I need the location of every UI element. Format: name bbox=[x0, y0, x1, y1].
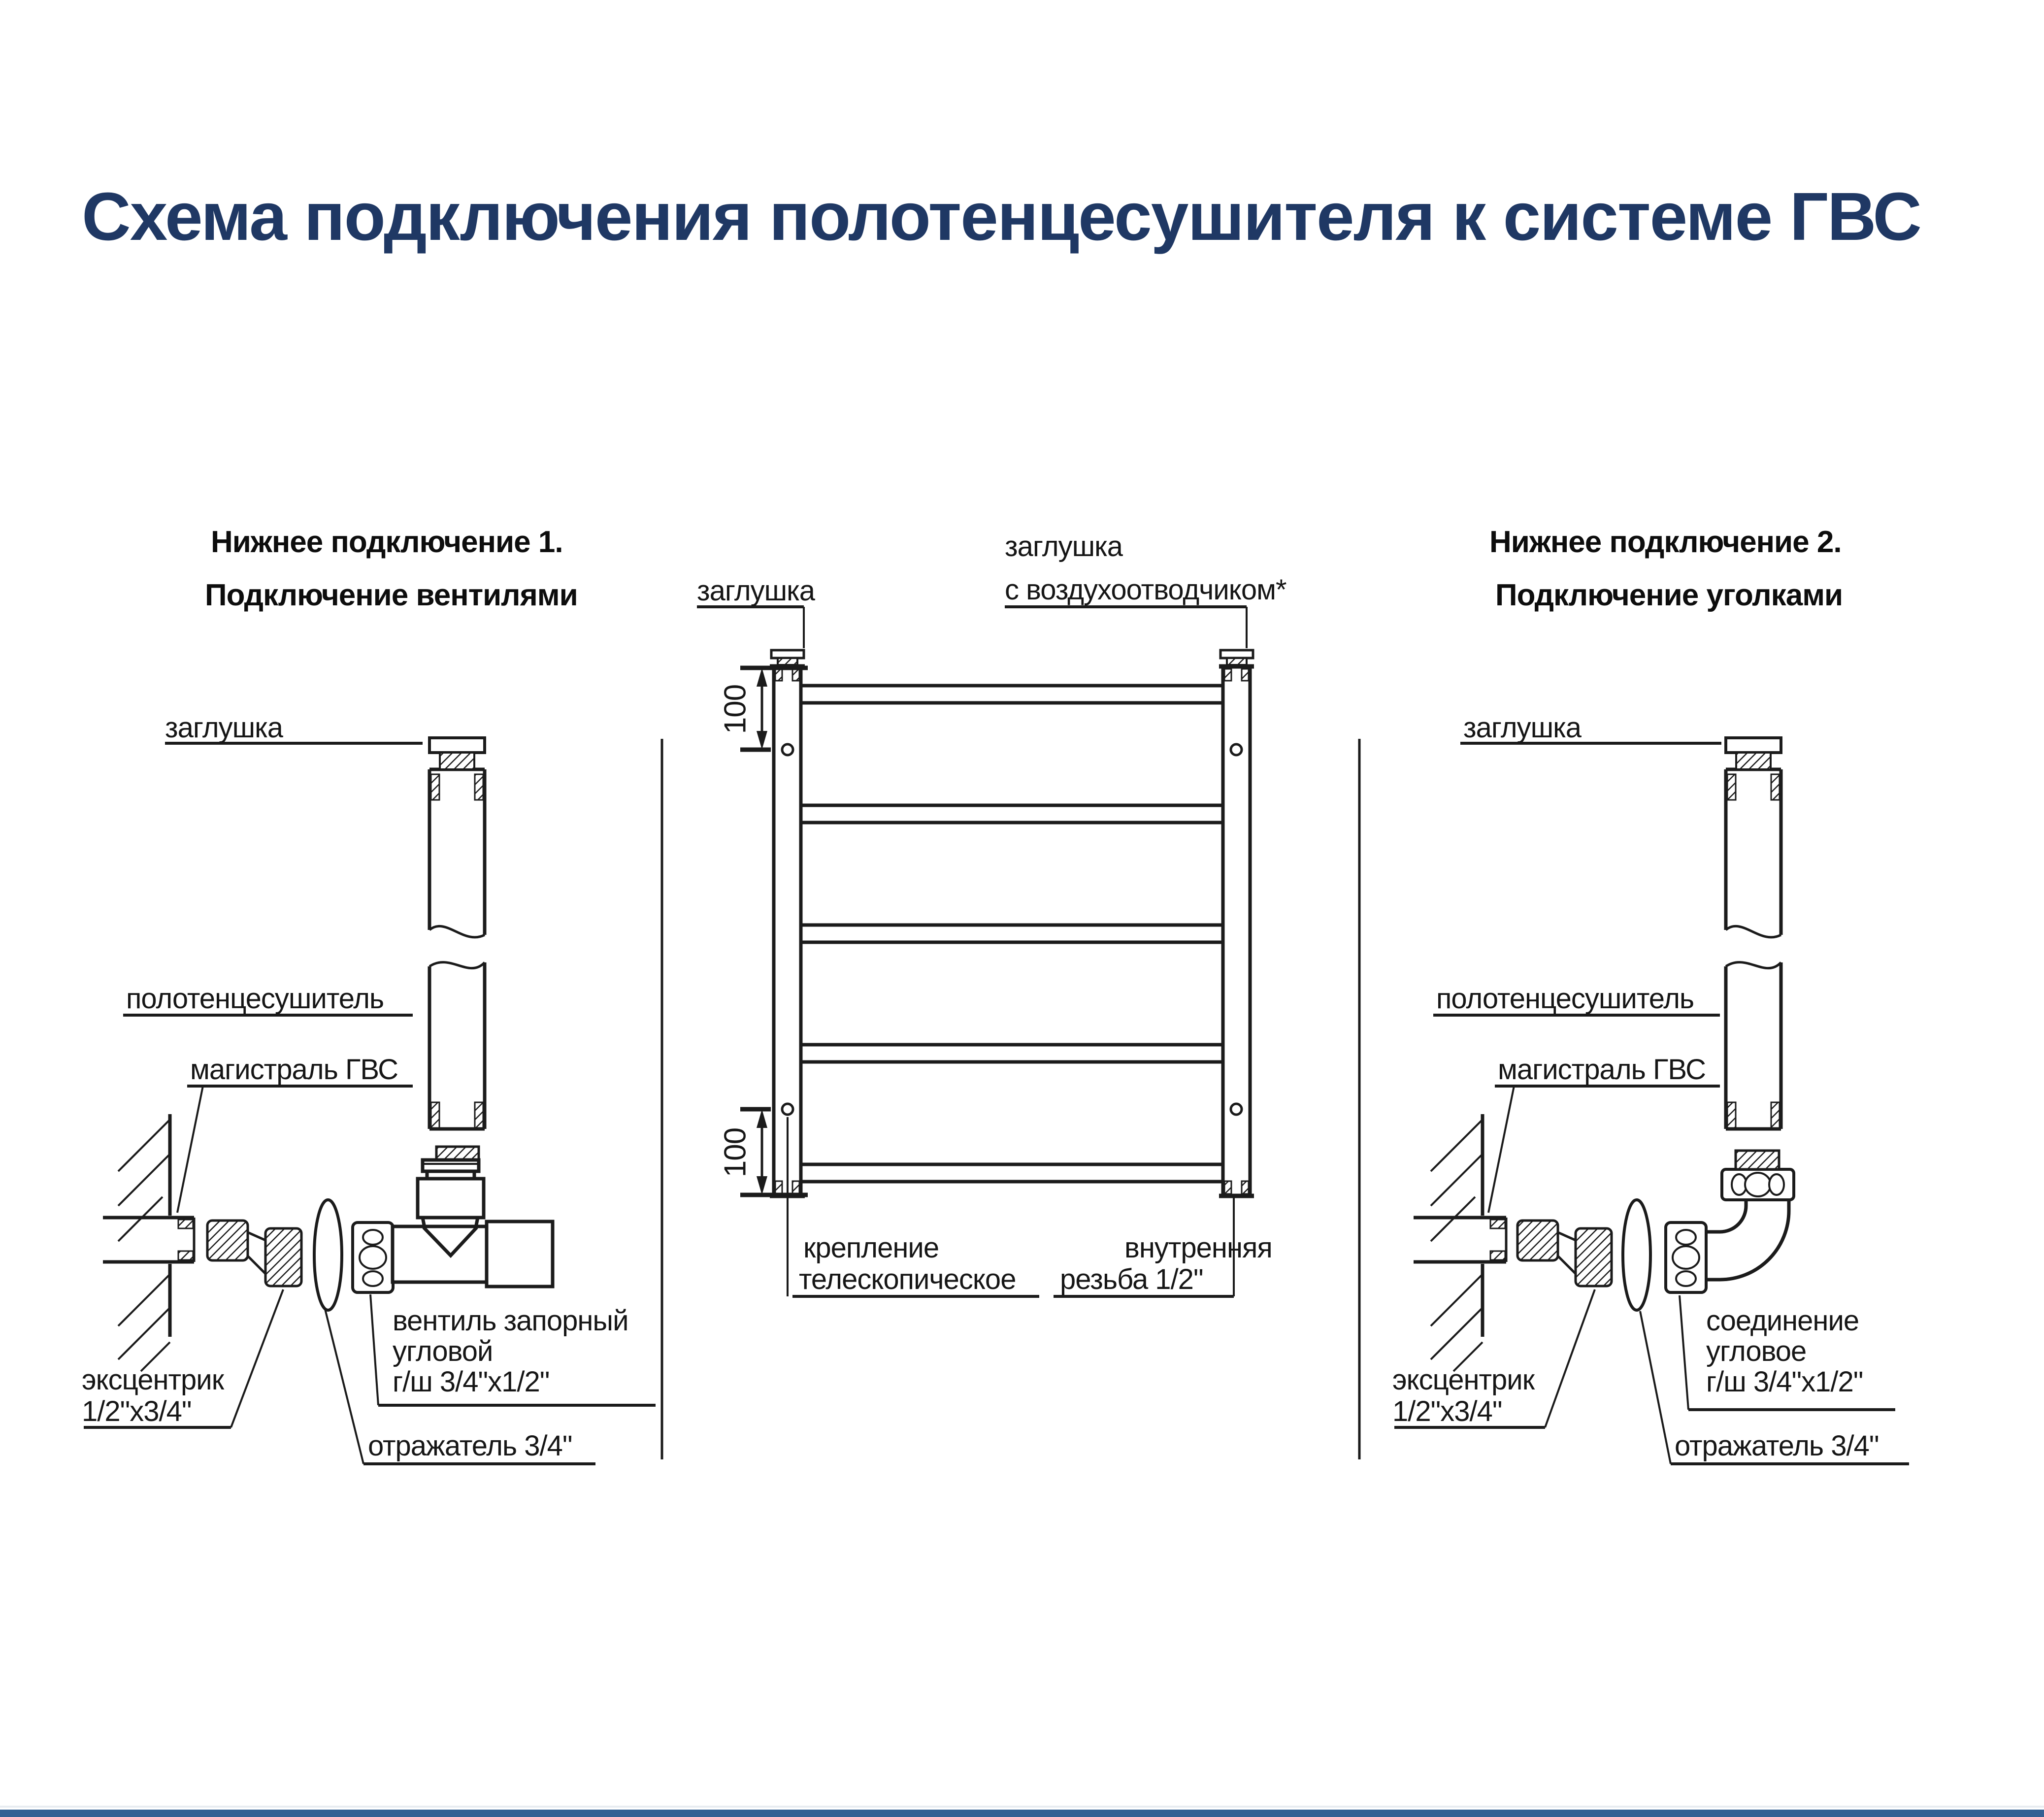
left-eccentric-label-line2: 1/2"x3/4" bbox=[82, 1395, 192, 1427]
right-reflector bbox=[1623, 1200, 1650, 1310]
right-eccentric bbox=[1517, 1221, 1612, 1286]
middle-mount-label-line1: крепление bbox=[803, 1232, 939, 1264]
left-assembly bbox=[84, 738, 656, 1464]
left-union-nut bbox=[353, 1222, 393, 1292]
left-plug-label: заглушка bbox=[165, 712, 283, 744]
left-valve-label-line1: вентиль запорный bbox=[393, 1305, 628, 1337]
right-supply-label: магистраль ГВС bbox=[1498, 1054, 1706, 1086]
left-reflector bbox=[314, 1200, 342, 1310]
left-reflector-label: отражатель 3/4" bbox=[368, 1430, 572, 1462]
left-rail-label: полотенцесушитель bbox=[126, 983, 384, 1015]
left-supply-label: магистраль ГВС bbox=[190, 1054, 398, 1086]
left-supply-pipe bbox=[103, 1218, 194, 1262]
right-heading-line2: Подключение уголками bbox=[1495, 578, 1843, 612]
right-rail-pipe bbox=[1726, 769, 1781, 1129]
middle-plug-air-label-line2: с воздухоотводчиком* bbox=[1005, 574, 1286, 606]
right-assembly bbox=[1394, 738, 1909, 1464]
right-plug bbox=[1726, 738, 1781, 769]
right-elbow bbox=[1706, 1201, 1789, 1280]
right-supply-pipe bbox=[1414, 1218, 1506, 1262]
page-title: Схема подключения полотенцесушителя к системе ГВС bbox=[82, 179, 1921, 255]
right-elbow-label-line2: угловое bbox=[1706, 1335, 1807, 1367]
middle-thread-label-line1: внутренняя bbox=[1124, 1232, 1272, 1264]
right-eccentric-label-line1: эксцентрик bbox=[1392, 1364, 1535, 1396]
left-valve-label-line2: угловой bbox=[393, 1335, 493, 1367]
footer-separator bbox=[0, 1806, 2044, 1808]
footer-bar bbox=[0, 1810, 2044, 1817]
right-union-nut-upper bbox=[1722, 1151, 1794, 1200]
plug-top-right bbox=[1220, 650, 1253, 665]
middle-thread-label-line2: резьба 1/2" bbox=[1060, 1263, 1203, 1295]
right-heading-line1: Нижнее подключение 2. bbox=[1489, 525, 1842, 559]
right-elbow-label-line3: г/ш 3/4"x1/2" bbox=[1706, 1366, 1863, 1398]
left-plug bbox=[429, 738, 485, 769]
left-angle-valve bbox=[393, 1147, 553, 1287]
left-eccentric bbox=[207, 1221, 301, 1286]
right-eccentric-label-line2: 1/2"x3/4" bbox=[1392, 1395, 1502, 1427]
right-union-nut-lower bbox=[1666, 1222, 1706, 1292]
dimension-bottom-value: 100 bbox=[718, 1127, 753, 1178]
left-heading-line2: Подключение вентилями bbox=[205, 578, 578, 612]
left-wall bbox=[118, 1114, 170, 1371]
left-valve-label-line3: г/ш 3/4"x1/2" bbox=[393, 1366, 550, 1398]
right-plug-label: заглушка bbox=[1463, 712, 1582, 744]
middle-mount-label-line2: телескопическое bbox=[799, 1263, 1016, 1295]
left-rail-pipe bbox=[429, 769, 485, 1129]
middle-plug-air-label-line1: заглушка bbox=[1005, 530, 1123, 562]
mounting-holes bbox=[782, 744, 1242, 1115]
left-heading-line1: Нижнее подключение 1. bbox=[211, 525, 563, 559]
rungs bbox=[801, 686, 1223, 1182]
right-reflector-label: отражатель 3/4" bbox=[1675, 1430, 1879, 1462]
towel-rail-front-view bbox=[697, 607, 1254, 1296]
plug-top-left bbox=[771, 650, 804, 665]
left-leaders bbox=[84, 743, 656, 1464]
right-elbow-label-line1: соединение bbox=[1706, 1305, 1859, 1337]
middle-plug-label: заглушка bbox=[697, 575, 815, 607]
dimension-top-value: 100 bbox=[718, 684, 753, 734]
right-leaders bbox=[1394, 743, 1909, 1464]
right-wall bbox=[1431, 1114, 1483, 1371]
left-eccentric-label-line1: эксцентрик bbox=[82, 1364, 224, 1396]
right-rail-label: полотенцесушитель bbox=[1436, 983, 1694, 1015]
